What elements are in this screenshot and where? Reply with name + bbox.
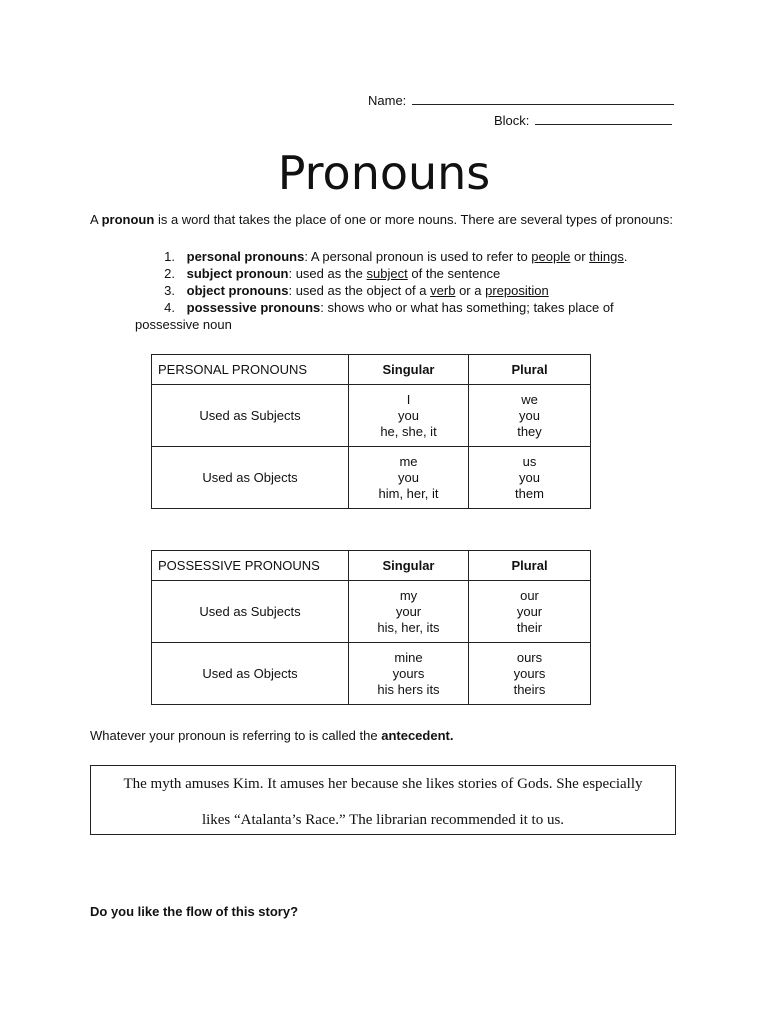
cell-line: them: [515, 485, 544, 501]
list-term: subject pronoun: [186, 266, 289, 281]
cell-line: you: [519, 469, 540, 485]
table-row: [152, 643, 591, 705]
table-header-cell: POSSESSIVE PRONOUNS: [152, 551, 349, 581]
cell-line: I: [406, 391, 411, 407]
list-text: .: [623, 249, 628, 264]
antecedent-sentence: [90, 728, 453, 743]
table-cell: [349, 447, 469, 509]
cell-line: you: [519, 407, 540, 423]
table-cell: [349, 581, 469, 643]
list-term: possessive pronouns: [186, 300, 321, 315]
table-header-cell: Plural: [469, 355, 591, 385]
name-blank[interactable]: [412, 92, 674, 105]
table-header-cell: Singular: [349, 551, 469, 581]
underlined-word: people: [531, 249, 571, 264]
intro-text: is a word that takes the place of one or more nouns. There are several types of pronouns:: [157, 212, 673, 227]
table-header-row: [152, 355, 591, 385]
list-number: 4.: [164, 300, 175, 315]
list-text: or a: [459, 283, 482, 298]
intro-paragraph: [90, 210, 680, 229]
list-text: : A personal pronoun is used to refer to: [304, 249, 528, 264]
cell-line: his, her, its: [377, 619, 440, 635]
cell-line: him, her, it: [378, 485, 439, 501]
cell-line: mine: [394, 649, 423, 665]
cell-line: their: [516, 619, 543, 635]
cell-line: ours: [516, 649, 543, 665]
table-header-row: [152, 551, 591, 581]
list-number: 1.: [164, 249, 175, 264]
antecedent-term: antecedent.: [381, 728, 454, 743]
pronoun-types-list: [90, 248, 690, 333]
list-item: [90, 248, 690, 265]
cell-line: theirs: [513, 681, 546, 697]
cell-line: you: [398, 407, 419, 423]
possessive-pronouns-table: [151, 550, 591, 705]
cell-line: we: [521, 391, 538, 407]
table-header-cell: PERSONAL PRONOUNS: [152, 355, 349, 385]
table-cell: [349, 643, 469, 705]
list-text: or: [573, 249, 586, 264]
example-line: The myth amuses Kim. It amuses her because she likes stories of Gods. She especially: [123, 776, 643, 792]
personal-pronouns-table: [151, 354, 591, 509]
block-field[interactable]: [494, 112, 672, 128]
underlined-word: verb: [430, 283, 456, 298]
list-item: [90, 282, 690, 299]
intro-term: pronoun: [101, 212, 155, 227]
cell-line: you: [398, 469, 419, 485]
table-cell: [349, 385, 469, 447]
page-title: Pronouns: [277, 146, 491, 200]
underlined-word: preposition: [485, 283, 549, 298]
table-header-cell: Singular: [349, 355, 469, 385]
name-label: Name:: [368, 93, 407, 108]
list-number: 2.: [164, 266, 175, 281]
cell-line: me: [399, 453, 418, 469]
cell-line: us: [522, 453, 537, 469]
list-item: [90, 299, 690, 316]
underlined-word: things: [589, 249, 624, 264]
table-row: [152, 385, 591, 447]
list-number: 3.: [164, 283, 175, 298]
underlined-word: subject: [366, 266, 408, 281]
list-term: object pronouns: [186, 283, 289, 298]
cell-line: your: [516, 603, 543, 619]
cell-line: my: [399, 587, 418, 603]
table-cell: [469, 447, 591, 509]
cell-line: yours: [513, 665, 546, 681]
row-label: Used as Subjects: [152, 385, 349, 447]
row-label: Used as Objects: [152, 643, 349, 705]
list-item-continuation: possessive noun: [135, 317, 232, 332]
list-text: : used as the object of a: [288, 283, 427, 298]
block-blank[interactable]: [535, 112, 672, 125]
cell-line: your: [395, 603, 422, 619]
example-line: likes “Atalanta’s Race.” The librarian recommended it to us.: [201, 812, 565, 828]
list-text: of the sentence: [411, 266, 501, 281]
list-term: personal pronouns: [186, 249, 305, 264]
example-box: [90, 765, 676, 835]
intro-pre: A: [90, 212, 98, 227]
cell-line: our: [520, 587, 539, 603]
row-label: Used as Objects: [152, 447, 349, 509]
antecedent-text: Whatever your pronoun is referring to is called the: [90, 728, 378, 743]
list-item: [90, 265, 690, 282]
table-cell: [469, 385, 591, 447]
cell-line: they: [517, 423, 542, 439]
question-prompt: Do you like the flow of this story?: [90, 904, 299, 919]
cell-line: he, she, it: [380, 423, 437, 439]
table-row: [152, 581, 591, 643]
table-row: [152, 447, 591, 509]
list-text: : shows who or what has something; takes place of: [320, 300, 614, 315]
table-cell: [469, 581, 591, 643]
cell-line: yours: [392, 665, 425, 681]
block-label: Block:: [494, 113, 530, 128]
cell-line: his hers its: [377, 681, 440, 697]
table-cell: [469, 643, 591, 705]
name-field[interactable]: [368, 92, 674, 108]
row-label: Used as Subjects: [152, 581, 349, 643]
list-text: : used as the: [288, 266, 363, 281]
table-header-cell: Plural: [469, 551, 591, 581]
